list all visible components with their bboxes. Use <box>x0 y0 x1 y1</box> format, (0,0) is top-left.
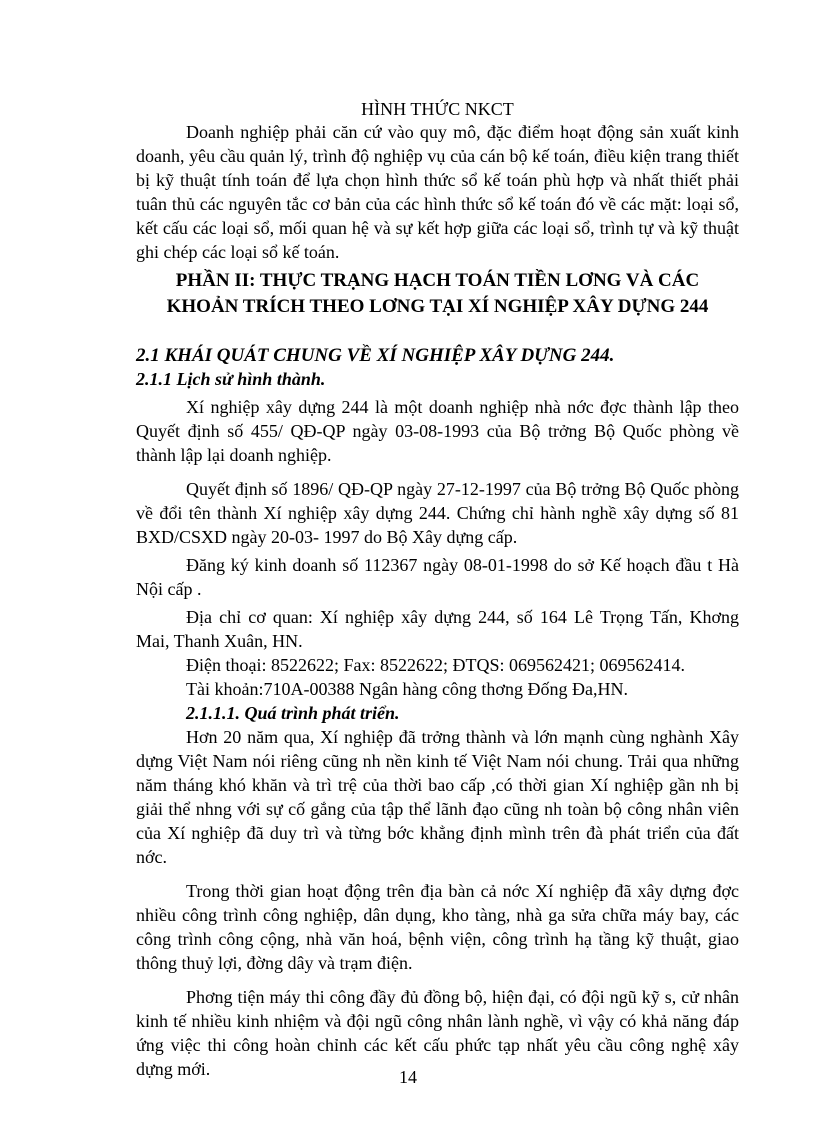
development-paragraph-2: Trong thời gian hoạt động trên địa bàn cả nớc Xí nghiệp đã xây dựng đợc nhiều công trình công nghiệp, dân dụng, kho tàng, nhà ga sửa chữa máy bay, các công trình công cộng, nhà văn hoá, bệnh viện, công trình hạ tầng kỹ thuật, giao thông thuỷ lợi, đờng dây và trạm điện. <box>136 881 739 973</box>
document-page <box>136 98 739 1081</box>
part-title-line2: KHOẢN TRÍCH THEO LƠNG TẠI XÍ NGHIỆP XÂY DỰNG 244 <box>166 296 709 317</box>
history-paragraph-1: Xí nghiệp xây dựng 244 là một doanh nghiệp nhà nớc đợc thành lập theo Quyết định số 455/ QĐ-QP ngày 03-08-1993 của Bộ trởng Bộ Quốc phòng về thành lập lại doanh nghiệp. <box>136 397 739 465</box>
history-paragraph-6: Tài khoản:710A-00388 Ngân hàng công thơng Đống Đa,HN. <box>186 679 628 699</box>
part-title-line1: PHẦN II: THỰC TRẠNG HẠCH TOÁN TIỀN LƠNG VÀ CÁC <box>175 270 700 291</box>
history-paragraph-4: Địa chỉ cơ quan: Xí nghiệp xây dựng 244, số 164 Lê Trọng Tấn, Khơng Mai, Thanh Xuân, HN. <box>136 607 739 651</box>
history-paragraph-5: Điện thoại: 8522622; Fax: 8522622; ĐTQS: 069562421; 069562414. <box>186 655 685 675</box>
header-title: HÌNH THỨC NKCT <box>361 99 514 119</box>
page-number: 14 <box>399 1067 417 1087</box>
section-title: 2.1 KHÁI QUÁT CHUNG VỀ XÍ NGHIỆP XÂY DỰNG 244. <box>136 345 615 366</box>
history-paragraph-2: Quyết định số 1896/ QĐ-QP ngày 27-12-1997 của Bộ trởng Bộ Quốc phòng về đổi tên thành Xí nghiệp xây dựng 244. Chứng chỉ hành nghề xây dựng số 81 BXD/CSXD ngày 20-03- 1997 do Bộ Xây dựng cấp. <box>136 479 739 547</box>
subsub-title: 2.1.1.1. Quá trình phát triển. <box>186 703 400 723</box>
development-paragraph-1: Hơn 20 năm qua, Xí nghiệp đã trởng thành và lớn mạnh cùng nghành Xây dựng Việt Nam nói riêng cũng nh nền kinh tế Việt Nam nói chung. Trải qua những năm tháng khó khăn và trì trệ của thời bao cấp ,có thời gian Xí nghiệp gần nh bị giải thể nhng với sự cố gắng của tập thể lãnh đạo cũng nh toàn bộ công nhân viên của Xí nghiệp đã duy trì và từng bớc khẳng định mình trên đà phát triển của đất nớc. <box>136 727 739 867</box>
subsection-title: 2.1.1 Lịch sử hình thành. <box>136 369 326 389</box>
development-paragraph-3: Phơng tiện máy thi công đầy đủ đồng bộ, hiện đại, có đội ngũ kỹ s, cử nhân kinh tế nhiều kinh nhiệm và đội ngũ công nhân lành nghề, vì vậy có khả năng đáp ứng việc thi công hoàn chỉnh các kết cấu phức tạp nhất yêu cầu công nghệ xây dựng mới. <box>136 987 739 1079</box>
history-paragraph-3: Đăng ký kinh doanh số 112367 ngày 08-01-1998 do sở Kế hoạch đầu t Hà Nội cấp . <box>136 555 739 599</box>
intro-paragraph: Doanh nghiệp phải căn cứ vào quy mô, đặc điểm hoạt động sản xuất kinh doanh, yêu cầu quản lý, trình độ nghiệp vụ của cán bộ kế toán, điều kiện trang thiết bị kỹ thuật tính toán để lựa chọn hình thức sổ kế toán phù hợp và nhất thiết phải tuân thủ các nguyên tắc cơ bản của các hình thức sổ kế toán đó về các mặt: loại sổ, kết cấu các loại sổ, mối quan hệ và sự kết hợp giữa các loại sổ, trình tự và kỹ thuật ghi chép các loại sổ kế toán. <box>136 122 739 262</box>
